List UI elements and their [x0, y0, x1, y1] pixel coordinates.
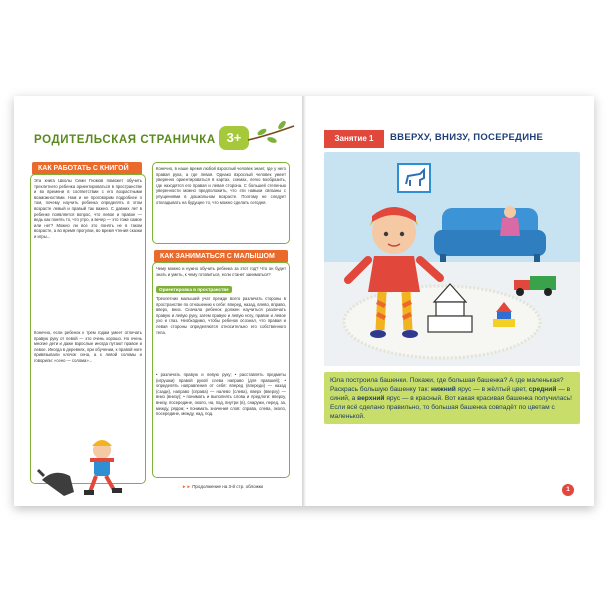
- page-title: РОДИТЕЛЬСКАЯ СТРАНИЧКА: [34, 134, 216, 146]
- continue-note: [182, 484, 263, 489]
- sub-heading-orientation: Ориентировка в пространстве: [156, 286, 232, 293]
- section1-text-col3: Конечно, если ребенок к трем годам умеет отличать правую руку от левой — это очень хорошо. Но очень многие дети и даже взрослые иногда путают правое и левое. Иногда в деревнях, при обучении, к правой ноге привязывали клочок сена, а к левой соломы и говорили: «сено — солома»...: [34, 330, 142, 363]
- lesson-page: [304, 96, 594, 506]
- book-spine: [302, 96, 306, 506]
- lesson-title: ВВЕРХУ, ВНИЗУ, ПОСЕРЕДИНЕ: [390, 132, 544, 143]
- task-text-3: — в синий, а: [330, 386, 571, 402]
- kid-with-dog-illustration: [34, 436, 144, 500]
- task-bold-top: верхний: [357, 395, 385, 402]
- task-text-1: Юла построила башенки. Покажи, где большая башенка? А где маленькая? Раскрась большую башенку так:: [330, 377, 564, 393]
- small-tower-middle: [497, 312, 511, 319]
- lesson-illustration: [324, 152, 580, 366]
- room-scene: [324, 152, 580, 366]
- big-tower-bottom: [428, 316, 472, 332]
- doll: [504, 206, 516, 218]
- big-tower-middle: [436, 302, 464, 316]
- section-heading-how-to-work: КАК РАБОТАТЬ С КНИГОЙ: [32, 162, 142, 175]
- horse-picture: [398, 164, 430, 192]
- lesson-header: [324, 130, 580, 148]
- open-book: [14, 96, 594, 506]
- section2-body: Трехлетних малышей учат прежде всего различать стороны в пространстве по отношению к себе: вперед, назад, влево, вправо, вверх, вниз. Сначала ребенок должен научиться различать правую и левую руку, затем правую и левую ногу, правое и левое ухо и глаз. Необходимо, чтобы ребенок осознал, что правая и левая стороны определяются относительно его собственного тела.: [156, 296, 286, 335]
- continue-text: Продолжение на 3-й стр. обложки: [192, 484, 264, 489]
- age-badge: 3+: [219, 126, 249, 150]
- task-text-2: ярус — в жёлтый цвет,: [455, 386, 529, 393]
- section2-list: • различать правую и левую руку; • расставлять предметы (игрушки) правой рукой слева направо (для правшей); • определять направления от себя: вперед (впереди) — назад (сзади), направо (справа) — налево (слева), вверх (вверху) — вниз (внизу); • понимать и выполнять слова и предлоги: вверху, внизу, посередине, около, на, под, внутри (в), снаружи, перед, за, между, рядом; • понимать значения слов: справа, слева, около, посередине, между, над, под.: [156, 372, 286, 417]
- task-bold-bottom: нижний: [431, 386, 456, 393]
- task-bold-middle: средний: [528, 386, 557, 393]
- section1-text-col2: Конечно, в наше время любой взрослый человек знает, где у него правая рука, а где левая. Однако взрослый человек умеет уверенно ориентироваться в картах, схемах, легко вообразить, где находятся его правая и левая сторона. С большей степенью уверенности можно предположить, что эти навыки связаны с упущениями в дошкольном возрасте. Поэтому не следует откладывать на будущее то, что можно сделать сегодня.: [156, 166, 286, 205]
- page-number: 1: [562, 484, 574, 496]
- section-heading-how-to-study: КАК ЗАНИМАТЬСЯ С МАЛЫШОМ: [154, 250, 288, 263]
- twig-icon: [246, 118, 296, 148]
- parents-page: [14, 96, 304, 506]
- lesson-tag: Занятие 1: [324, 130, 384, 148]
- section1-text-col1: Эта книга Школы Семи Гномов поможет обучить трехлетнего ребенка ориентироваться в пространстве и во времени в соответствии с его возрастными возможностями. Нам и не проговорим подробнее о том, почему научить ребенка определять в этом возрасте левый и правый так важно. С давних лет в ребенке появляется вопрос, что левое и правое — ведь как понять то, что утро, а вечер — это тоже самое или нет? Можно ли все это понять не в таком возрасте, а во время прогулки, во время чтения сказки и игры...: [34, 178, 142, 239]
- small-tower-bottom: [493, 319, 515, 327]
- section2-intro: Чему можно и нужно обучить ребенка за этот год? Что он будет знать и уметь, к чему готовиться, если станет заниматься?: [156, 266, 286, 277]
- task-text-4: ярус — в красный. Вот какая красивая башенка получилась! Если всё сделано правильно, то большая башенка совпадёт по цветам с маленькой.: [330, 395, 572, 420]
- task-box: [324, 372, 580, 424]
- continue-arrows: ►►: [182, 484, 191, 489]
- toy-truck: [530, 276, 556, 290]
